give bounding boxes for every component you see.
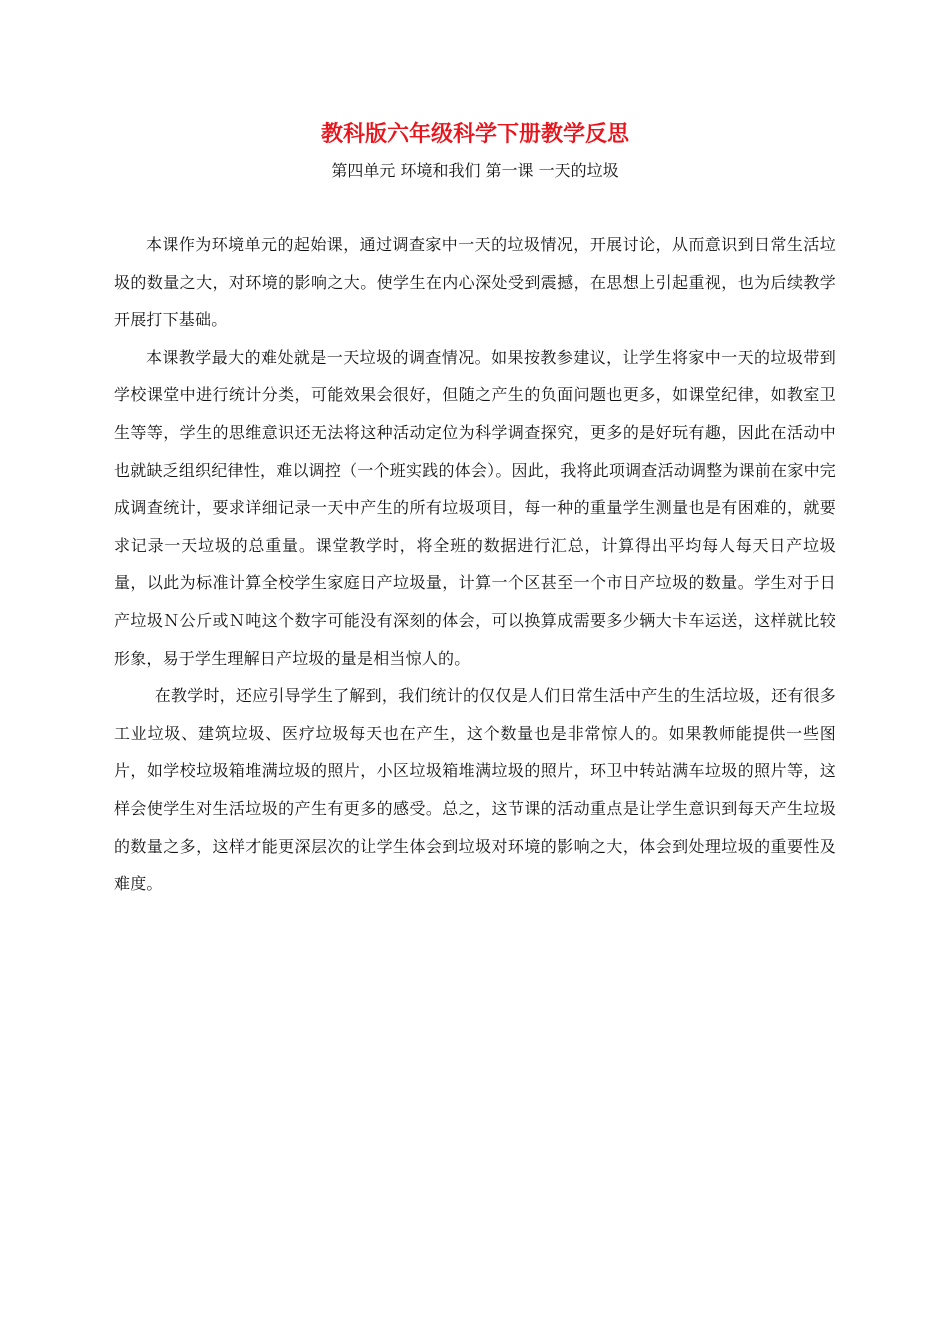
document-body bbox=[114, 226, 836, 903]
document-subtitle: 第四单元 环境和我们 第一课 一天的垃圾 bbox=[331, 161, 619, 180]
paragraph-guidance: 在教学时，还应引导学生了解到，我们统计的仅仅是人们日常生活中产生的生活垃圾，还有很多工业垃圾、建筑垃圾、医疗垃圾每天也在产生，这个数量也是非常惊人的。如果教师能提供一些图片，如学校垃圾箱堆满垃圾的照片，小区垃圾箱堆满垃圾的照片，环卫中转站满车垃圾的照片等，这样会使学生对生活垃圾的产生有更多的感受。总之，这节课的活动重点是让学生意识到每天产生垃圾的数量之多，这样才能更深层次的让学生体会到垃圾对环境的影响之大，体会到处理垃圾的重要性及难度。 bbox=[114, 686, 836, 894]
document-title: 教科版六年级科学下册教学反思 bbox=[320, 122, 629, 147]
paragraph-intro: 本课作为环境单元的起始课，通过调查家中一天的垃圾情况，开展讨论，从而意识到日常生活垃圾的数量之大，对环境的影响之大。使学生在内心深处受到震撼，在思想上引起重视，也为后续教学开展打下基础。 bbox=[114, 235, 836, 330]
paragraph-difficulty: 本课教学最大的难处就是一天垃圾的调查情况。如果按教参建议，让学生将家中一天的垃圾带到学校课堂中进行统计分类，可能效果会很好，但随之产生的负面问题也更多，如课堂纪律，如教室卫生等等，学生的思维意识还无法将这种活动定位为科学调查探究，更多的是好玩有趣，因此在活动中也就缺乏组织纪律性，难以调控（一个班实践的体会）。因此，我将此项调查活动调整为课前在家中完成调查统计，要求详细记录一天中产生的所有垃圾项目，每一种的重量学生测量也是有困难的，就要求记录一天垃圾的总重量。课堂教学时，将全班的数据进行汇总，计算得出平均每人每天日产垃圾量，以此为标准计算全校学生家庭日产垃圾量，计算一个区甚至一个市日产垃圾的数量。学生对于日产垃圾Ｎ公斤或Ｎ吨这个数字可能没有深刻的体会，可以换算成需要多少辆大卡车运送，这样就比较形象，易于学生理解日产垃圾的量是相当惊人的。 bbox=[114, 347, 836, 668]
